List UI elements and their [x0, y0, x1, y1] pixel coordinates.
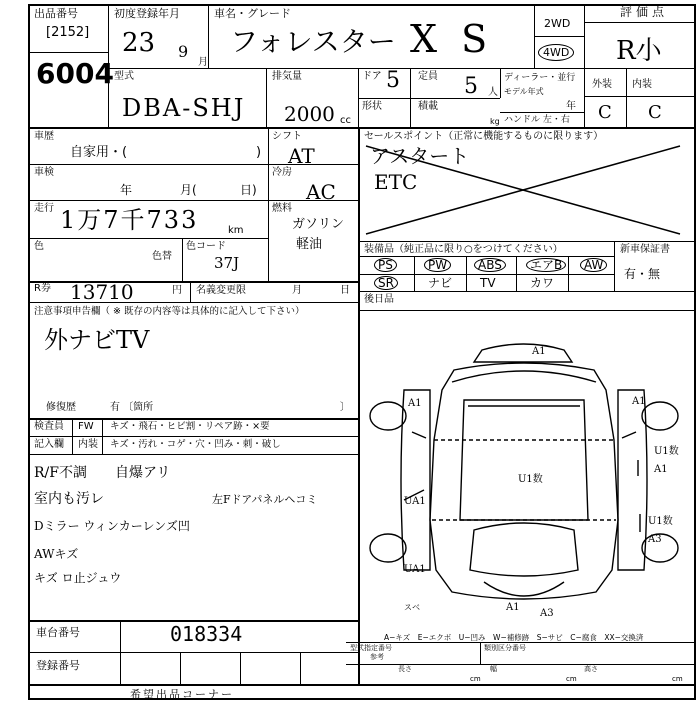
divider	[414, 256, 415, 291]
aircon-label: 冷房	[272, 167, 292, 178]
divider	[466, 256, 467, 291]
divider	[516, 256, 517, 291]
recycle-value: 13710	[70, 280, 134, 304]
divider	[584, 96, 696, 97]
capacity-unit: 人	[488, 87, 498, 98]
equip-airbag: エアB	[526, 258, 566, 272]
width-label: 幅	[490, 665, 497, 673]
sales-point-label: セールスポイント（正常に機能するものに限ります）	[364, 131, 604, 142]
equipment-label: 装備品（純正品に限り○をつけてください）	[364, 244, 563, 255]
color-code-label: 色コード	[186, 241, 226, 252]
first-reg-label: 初度登録年月	[114, 7, 180, 20]
inspection-day: 日)	[240, 183, 257, 197]
inspection-month: 月(	[180, 183, 197, 197]
remark-4: AWキズ	[34, 547, 79, 561]
drive-4wd-circled: 4WD	[538, 44, 574, 61]
width-unit: cm	[566, 675, 577, 683]
divider	[28, 238, 268, 239]
displacement-value: 2000	[284, 102, 335, 126]
interior-label: 内装	[632, 79, 652, 90]
equip-ps: PS	[374, 258, 397, 272]
dmg-label-rear-a3: A3	[540, 608, 554, 619]
history-label: 車歴	[34, 131, 54, 142]
cc-unit: cc	[340, 115, 351, 126]
type-label-ref: 参考	[370, 653, 384, 661]
lot-label: 出品番号	[34, 7, 78, 20]
recycle-label: R券	[34, 283, 51, 294]
dmg-label-right-rear-wheel: A3	[648, 534, 662, 545]
divider	[268, 127, 269, 281]
inspector-fw: FW	[78, 421, 94, 432]
equip-tv: TV	[480, 276, 496, 290]
mileage-unit: km	[228, 225, 244, 236]
lot-code: [2152]	[46, 25, 90, 40]
divider	[266, 68, 267, 128]
equip-leather: カワ	[530, 276, 555, 290]
car-name: フォレスター	[230, 25, 396, 58]
color-code-value: 37J	[214, 254, 240, 272]
reg-deadline-label: 名義変更限	[196, 285, 246, 296]
type-label: 型式指定番号	[350, 644, 392, 652]
divider	[500, 112, 584, 113]
interior-value: C	[648, 102, 662, 123]
car-damage-diagram	[364, 320, 694, 620]
first-reg-month: 9	[178, 42, 189, 61]
divider	[208, 4, 209, 68]
divider	[410, 98, 411, 128]
diagram-legend: A−キズ E−エクボ U−凹み W−補修跡 S−サビ C−腐食 XX−交換済	[384, 633, 644, 642]
dmg-label-rear: A1	[506, 602, 520, 613]
fuel-label: 燃料	[272, 203, 292, 214]
reg-deadline-month: 月	[292, 285, 302, 296]
frame-label: 車台番号	[36, 626, 80, 639]
divider	[28, 302, 358, 303]
height-label: 高さ	[584, 665, 598, 673]
rating-value: R小	[616, 36, 662, 66]
divider	[358, 310, 696, 311]
divider	[584, 22, 696, 23]
color-label: 色	[34, 241, 44, 252]
dmg-label-right-front-wheel: A1	[632, 396, 646, 407]
desired-corner-label: 希望出品コーナー	[130, 688, 234, 701]
dmg-label-left-front-wheel: A1	[408, 398, 422, 409]
divider	[190, 281, 191, 302]
dmg-label-left-rear-wheel: UA1	[404, 564, 426, 575]
remark-3: Dミラー ウィンカーレンズ凹	[34, 519, 190, 533]
divider	[534, 36, 584, 37]
reg-deadline-day: 日	[340, 285, 350, 296]
notes-value: 外ナビTV	[44, 326, 150, 354]
displacement-label: 排気量	[272, 71, 302, 82]
dmg-label-left-rear-door: UA1	[404, 496, 426, 507]
remark-2: 室内も汚レ	[34, 491, 104, 507]
aircon-value: AC	[306, 180, 336, 204]
inspection-year: 年	[120, 183, 133, 197]
equip-pw: PW	[424, 258, 451, 272]
divider	[180, 652, 181, 684]
inspector-legend1: キズ・飛石・ヒビ割・リペア跡・×要	[110, 421, 270, 432]
drive-2wd: 2WD	[544, 17, 571, 30]
divider	[626, 68, 627, 128]
history-close: )	[256, 145, 262, 160]
capacity-value: 5	[464, 74, 478, 99]
repair-close: 〕	[340, 402, 350, 413]
load-label: 積載	[418, 101, 438, 112]
remark-side: 左Fドアパネルヘコミ	[212, 493, 318, 506]
divider	[28, 684, 696, 686]
sales-point-2: ETC	[374, 170, 418, 194]
door-label: ドア	[362, 71, 382, 82]
model-year-unit: 年	[566, 101, 576, 112]
dmg-label-right-rear-door: U1数	[648, 516, 673, 527]
divider	[410, 68, 411, 98]
model-label: 型式	[114, 71, 134, 82]
sales-point-strike	[360, 140, 694, 240]
dmg-label-right-front-door: U1数	[654, 446, 679, 457]
warranty-label: 新車保証書	[620, 244, 670, 255]
shape-label: 形状	[362, 101, 382, 112]
repair-value: 有 〔箇所	[110, 402, 154, 413]
divider	[28, 436, 358, 437]
exterior-label: 外装	[592, 79, 612, 90]
dmg-label-step: スベ	[404, 603, 420, 612]
capacity-label: 定員	[418, 71, 438, 82]
length-label: 長さ	[398, 665, 412, 673]
handle-label: ハンドル 左・右	[504, 115, 570, 125]
length-unit: cm	[470, 675, 481, 683]
dmg-label-roof-center: U1数	[518, 474, 543, 485]
inspector-label: 検査員	[34, 421, 64, 432]
inspection-label: 車検	[34, 167, 54, 178]
dealer-label: ディーラー・並行	[504, 73, 576, 83]
car-name-label: 車名・グレード	[214, 7, 291, 20]
model-value: DBA-SHJ	[122, 94, 246, 122]
grade: X S	[410, 17, 494, 61]
divider	[28, 52, 108, 53]
equip-sr: SR	[374, 276, 398, 290]
reg-label: 登録番号	[36, 659, 80, 672]
inspector-legend2: キズ・汚れ・コゲ・穴・凹み・刺・破し	[110, 439, 281, 450]
entry-label: 記入欄	[34, 439, 64, 450]
divider	[28, 127, 696, 129]
divider	[358, 256, 614, 257]
divider	[108, 68, 696, 69]
divider	[28, 200, 268, 201]
first-reg-year: 23	[122, 28, 156, 58]
door-value: 5	[386, 68, 400, 93]
exterior-value: C	[598, 102, 612, 123]
equip-abs: ABS	[474, 258, 506, 272]
history-value: 自家用・(	[70, 145, 128, 160]
divider	[358, 98, 500, 99]
fuel-diesel: 軽油	[296, 237, 323, 252]
sales-point-1: アスタート	[370, 144, 470, 168]
divider	[480, 642, 481, 664]
equip-aw: AW	[580, 258, 607, 272]
divider	[614, 241, 615, 291]
shift-label: シフト	[272, 131, 302, 142]
divider	[28, 418, 358, 420]
dmg-label-roof: A1	[532, 346, 546, 357]
divider	[108, 4, 109, 127]
fuel-gasoline: ガソリン	[292, 217, 345, 232]
month-unit: 月	[198, 57, 208, 68]
divider	[182, 238, 183, 281]
frame-value: 018334	[170, 622, 243, 646]
divider	[28, 652, 358, 653]
notes-label: 注意事項申告欄（ ※ 既存の内容等は具体的に記入して下さい）	[34, 306, 305, 317]
equip-navi: ナビ	[428, 276, 453, 290]
repair-label: 修復歴	[46, 402, 76, 413]
load-unit: kg	[490, 117, 500, 126]
divider	[28, 454, 358, 455]
remark-1: R/F不調 自爆アリ	[34, 465, 171, 481]
divider	[358, 274, 614, 275]
divider	[240, 652, 241, 684]
mileage-value: 1万7千733	[60, 206, 199, 234]
warranty-value: 有・無	[624, 267, 661, 281]
recycle-unit: 円	[172, 285, 182, 296]
divider	[346, 642, 696, 643]
divider	[568, 256, 569, 291]
repaint-label: 色替	[152, 251, 172, 262]
divider	[358, 241, 696, 242]
mileage-label: 走行	[34, 203, 54, 214]
divider	[268, 200, 358, 201]
height-unit: cm	[672, 675, 683, 683]
dmg-label-right-front-door-a1: A1	[654, 464, 668, 475]
rating-label: 評価点	[620, 5, 669, 19]
divider	[300, 652, 301, 684]
remark-5: キズ ロ止ジュウ	[34, 571, 122, 585]
lot-number: 6004	[36, 57, 114, 90]
shift-value: AT	[288, 144, 315, 168]
class-label: 類別区分番号	[484, 644, 526, 652]
divider	[268, 164, 358, 165]
model-year-label: モデル年式	[504, 87, 544, 96]
after-items-label: 後日品	[364, 294, 394, 305]
inspector-interior: 内装	[78, 439, 98, 450]
divider	[500, 68, 501, 98]
divider	[358, 291, 696, 292]
